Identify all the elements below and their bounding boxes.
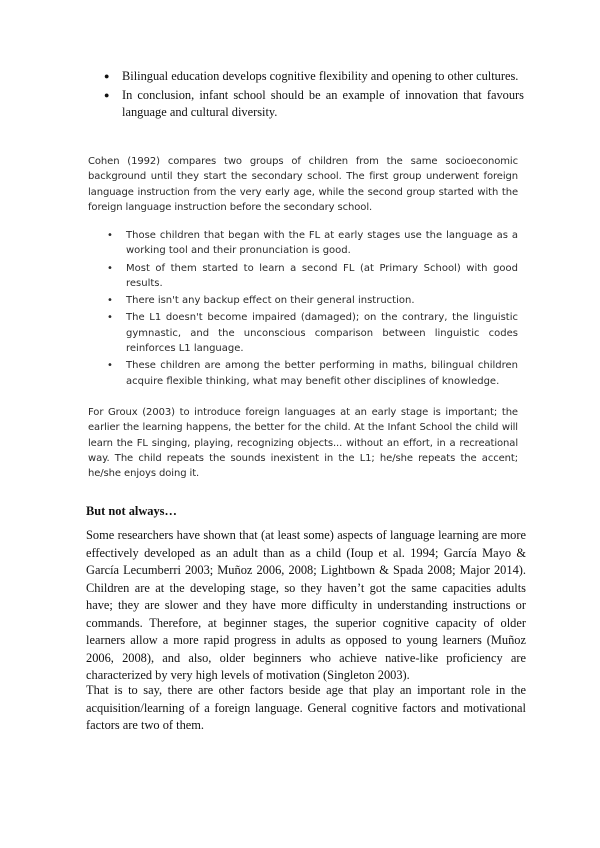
excerpt-intro-paragraph: Cohen (1992) compares two groups of children from the same socioeconomic background until they start the secondary school. The first group underwent foreign language instruction from the very early age, while the second group started with the foreign language instruction before the secondary school. (88, 156, 518, 213)
bullet-item: ● Bilingual education develops cognitive flexibility and opening to other cultures. (104, 68, 524, 86)
excerpt-bullet-item: • These children are among the better performing in maths, bilingual children acquire flexible thinking, what may benefit other disciplines of knowledge. (88, 358, 518, 389)
bullet-item: ● In conclusion, infant school should be an example of innovation that favours language and cultural diversity. (104, 87, 524, 122)
top-bullet-list (104, 68, 524, 123)
excerpt-bullet-list (88, 228, 518, 391)
body-paragraph: That is to say, there are other factors beside age that play an important role in the acquisition/learning of a foreign language. General cognitive factors and motivational factors are two of them. (86, 683, 526, 732)
excerpt-bullet-item: • There isn't any backup effect on their general instruction. (88, 293, 518, 308)
section-heading: But not always… (86, 504, 177, 518)
excerpt-bullet-item: • Most of them started to learn a second FL (at Primary School) with good results. (88, 261, 518, 292)
excerpt-closing-paragraph: For Groux (2003) to introduce foreign languages at an early stage is important; the earlier the learning happens, the better for the child. At the Infant School the child will learn the FL singing, playing, recognizing objects... without an effort, in a recreational way. The child repeats the sounds inexistent in the L1; he/she repeats the accent; he/she enjoys doing it. (88, 407, 518, 480)
excerpt-bullet-item: • Those children that began with the FL at early stages use the language as a working tool and their pronunciation is good. (88, 228, 518, 259)
excerpt-bullet-item: • The L1 doesn't become impaired (damaged); on the contrary, the linguistic gymnastic, and the unconscious comparison between linguistic codes reinforces L1 language. (88, 310, 518, 356)
body-paragraph: Some researchers have shown that (at least some) aspects of language learning are more effectively developed as an adult than as a child (Ioup et al. 1994; García Mayo & García Lecumberri 2003; Muñoz 2006, 2008; Lightbown & Spada 2008; Major 2014). Children are at the developing stage, so they haven’t got the same capacities adults have; they are slower and they have more difficulty in understanding instructions or commands. Therefore, at beginner stages, the superior cognitive capacity of older learners allow a more rapid progress in adults as opposed to young learners (Muñoz 2006, 2008), and also, older beginners who achieve native-like proficiency are characterized by very high levels of motivation (Singleton 2003). (86, 528, 526, 682)
scanned-excerpt-image (88, 148, 526, 496)
